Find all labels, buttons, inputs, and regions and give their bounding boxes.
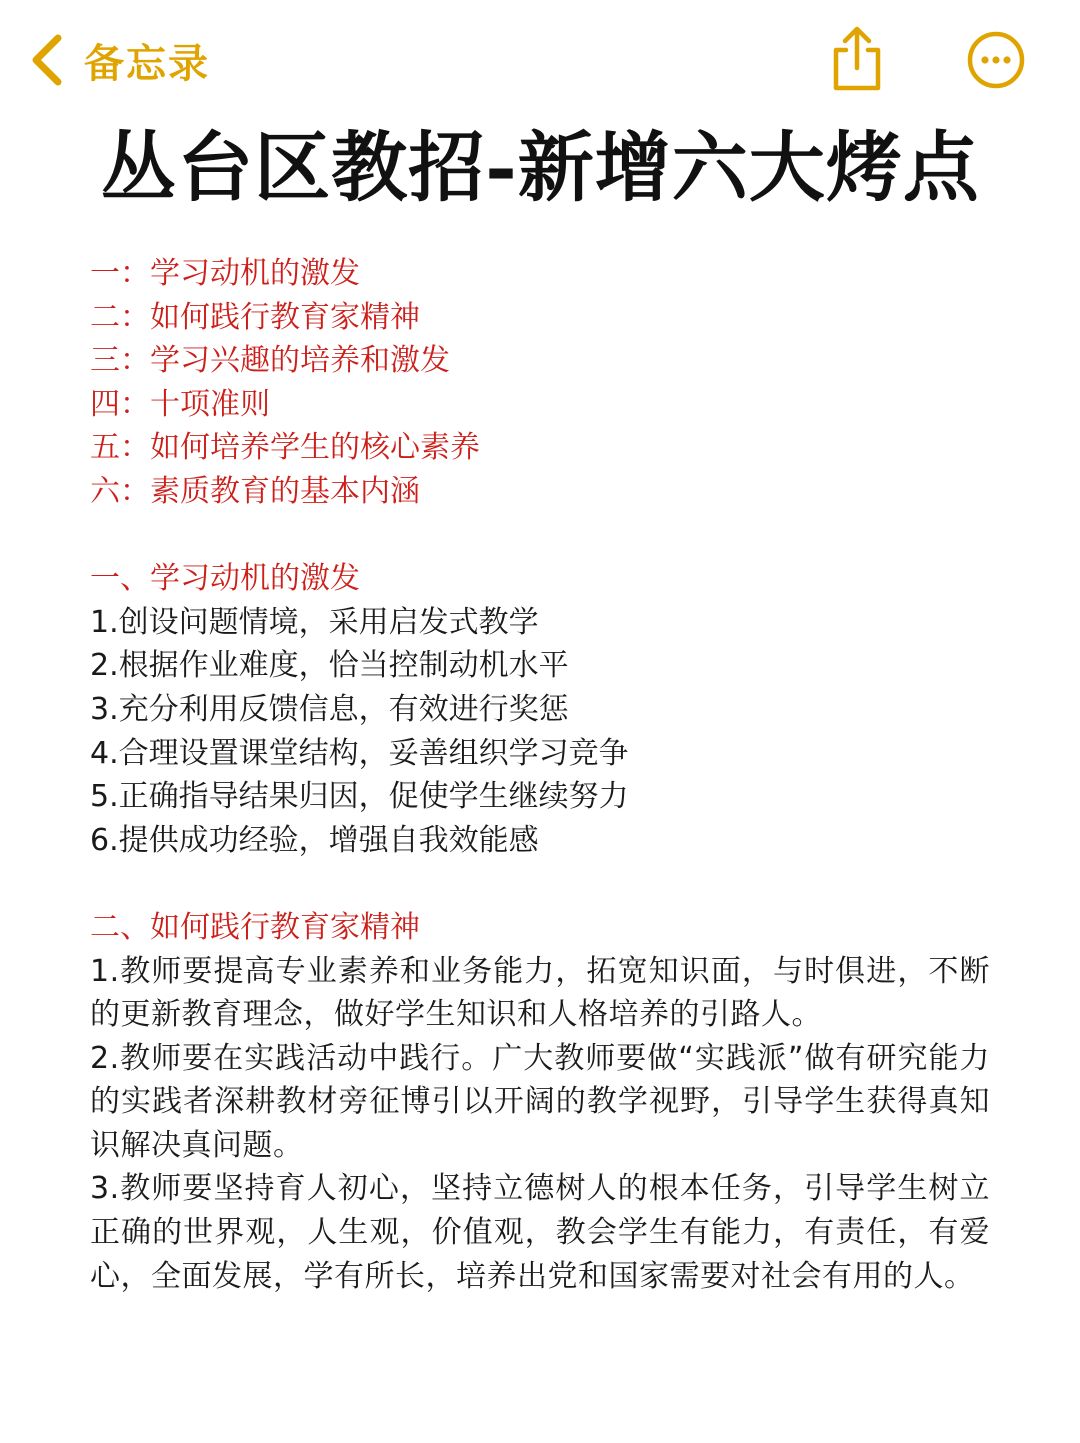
section-motivation — [90, 557, 990, 862]
list-item: 1.创设问题情境，采用启发式教学 — [90, 604, 539, 640]
section-heading: 一、学习动机的激发 — [90, 561, 360, 597]
toc-item: 六：素质教育的基本内涵 — [90, 473, 420, 509]
navigation-bar — [0, 0, 1080, 120]
paragraph: 1.教师要提高专业素养和业务能力，拓宽知识面，与时俱进，不断的更新教育理念，做好学生知识和人格培养的引路人。 — [90, 953, 990, 1033]
paragraph: 3.教师要坚持育人初心，坚持立德树人的根本任务，引导学生树立正确的世界观，人生观，价值观，教会学生有能力，有责任，有爱心，全面发展，学有所长，培养出党和国家需要对社会有用的人。 — [90, 1171, 990, 1294]
paragraph: 2.教师要在实践活动中践行。广大教师要做“实践派”做有研究能力的实践者深耕教材旁征博引以开阔的教学视野，引导学生获得真知识解决真问题。 — [90, 1040, 990, 1163]
more-button[interactable] — [966, 30, 1026, 90]
section-heading: 二、如何践行教育家精神 — [90, 909, 420, 945]
list-item: 5.正确指导结果归因，促使学生继续努力 — [90, 779, 629, 815]
list-item: 4.合理设置课堂结构，妥善组织学习竞争 — [90, 735, 629, 771]
toc-item: 三：学习兴趣的培养和激发 — [90, 343, 450, 379]
toc-item: 二：如何践行教育家精神 — [90, 299, 420, 335]
table-of-contents — [90, 252, 990, 514]
back-label: 备忘录 — [84, 40, 210, 87]
list-item: 3.充分利用反馈信息，有效进行奖惩 — [90, 691, 569, 727]
spacer — [90, 514, 990, 558]
back-button[interactable] — [30, 30, 210, 90]
note-body[interactable] — [90, 252, 990, 1298]
more-ellipsis-icon — [966, 75, 1026, 94]
chevron-left-icon — [30, 34, 64, 86]
list-item: 2.根据作业难度，恰当控制动机水平 — [90, 648, 569, 684]
share-icon — [828, 79, 886, 98]
spacer — [90, 862, 990, 906]
note-title: 丛台区教招-新增六大烤点 — [100, 123, 980, 212]
list-item: 6.提供成功经验，增强自我效能感 — [90, 822, 539, 858]
toc-item: 五：如何培养学生的核心素养 — [90, 430, 480, 466]
toc-item: 四：十项准则 — [90, 386, 270, 422]
toc-item: 一：学习动机的激发 — [90, 256, 360, 291]
share-button[interactable] — [828, 24, 886, 94]
section-educator-spirit — [90, 906, 990, 1298]
